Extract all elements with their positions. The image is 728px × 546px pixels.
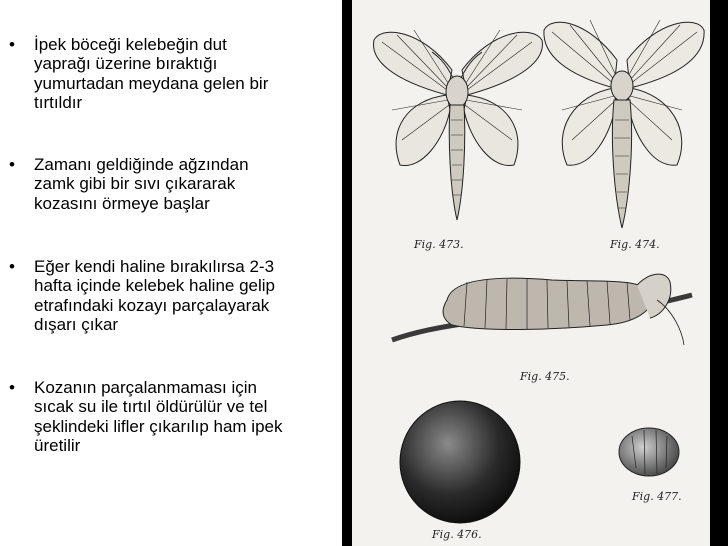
bullet-marker: •: [9, 155, 15, 174]
bullet-text-2: Zamanı geldiğinde ağzından zamk gibi bir sıvı çıkararak kozasını örmeye başlar: [34, 155, 249, 213]
fig-475-label: Fig. 475.: [520, 370, 570, 383]
bullet-marker: •: [9, 257, 15, 276]
cocoon-476-drawing: [400, 401, 520, 523]
fig-473-label: Fig. 473.: [414, 238, 464, 251]
moth-473-drawing: [374, 30, 543, 220]
caterpillar-475-drawing: [392, 274, 692, 345]
fig-476-label: Fig. 476.: [432, 528, 482, 541]
fig-477-label: Fig. 477.: [632, 490, 682, 503]
fig-474-label: Fig. 474.: [610, 238, 660, 251]
bullet-text-3: Eğer kendi haline bırakılırsa 2-3 hafta içinde kelebek haline gelip etrafındaki kozayı parçalayarak dışarı çıkar: [34, 257, 276, 334]
silkworm-illustration: [352, 0, 710, 546]
moth-474-drawing: [544, 20, 704, 228]
bullet-list: [0, 0, 342, 546]
bullet-marker: •: [9, 35, 15, 54]
bullet-marker: •: [9, 378, 15, 397]
pupa-477-drawing: [619, 428, 679, 476]
figure-panel: [342, 0, 728, 546]
bullet-text-1: İpek böceği kelebeğin dut yaprağı üzerine bıraktığı yumurtadan meydana gelen bir tırtıldır: [34, 35, 269, 112]
bullet-text-4: Kozanın parçalanmaması için sıcak su ile tırtıl öldürülür ve tel şeklindeki lifler çıkarılıp ham ipek üretilir: [34, 378, 283, 455]
engraving-plate: [352, 0, 710, 546]
